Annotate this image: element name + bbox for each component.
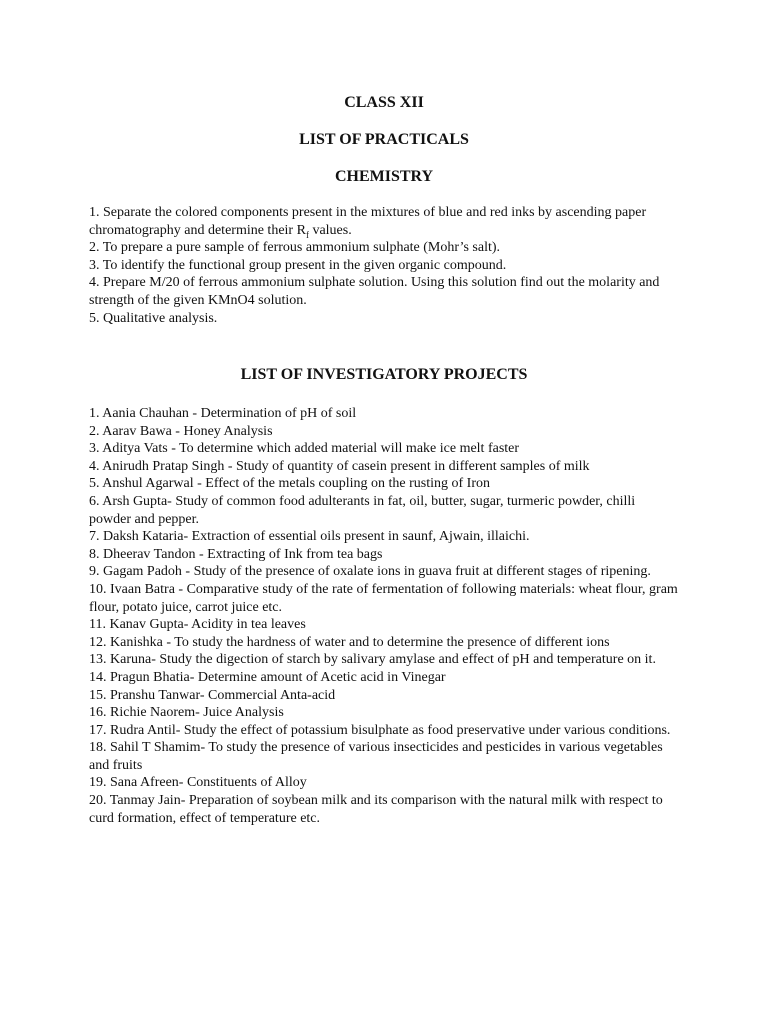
rf-subscript: f <box>305 229 309 240</box>
project-item: 6. Arsh Gupta- Study of common food adulterants in fat, oil, butter, sugar, turmeric powder, chilli powder and pepper. <box>89 493 636 527</box>
project-item: 8. Dheerav Tandon - Extracting of Ink from tea bags <box>89 546 383 562</box>
project-item: 1. Aania Chauhan - Determination of pH of soil <box>89 406 357 421</box>
project-item: 20. Tanmay Jain- Preparation of soybean milk and its comparison with the natural milk with respect to curd formation, effect of temperature etc. <box>89 793 663 826</box>
projects-list <box>89 405 679 827</box>
practical-item: 5. Qualitative analysis. <box>89 310 218 326</box>
project-item: 18. Sahil T Shamim- To study the presence of various insecticides and pesticides in various vegetables and fruits <box>89 740 663 773</box>
practical-item: 3. To identify the functional group present in the given organic compound. <box>89 257 507 273</box>
project-item: 19. Sana Afreen- Constituents of Alloy <box>89 775 307 791</box>
project-item: 15. Pranshu Tanwar- Commercial Anta-acid <box>89 687 336 703</box>
project-item: 5. Anshul Agarwal - Effect of the metals coupling on the rusting of Iron <box>89 476 490 492</box>
project-item: 17. Rudra Antil- Study the effect of potassium bisulphate as food preservative under various conditions. <box>89 722 671 738</box>
practicals-list <box>89 204 679 327</box>
class-heading: CLASS XII <box>344 94 424 111</box>
project-item: 14. Pragun Bhatia- Determine amount of Acetic acid in Vinegar <box>89 669 446 685</box>
project-item: 10. Ivaan Batra - Comparative study of the rate of fermentation of following materials: wheat flour, gram flour, potato juice, carrot juice etc. <box>89 581 678 615</box>
project-item: 11. Kanav Gupta- Acidity in tea leaves <box>89 617 306 633</box>
practical-item: 2. To prepare a pure sample of ferrous ammonium sulphate (Mohr’s salt). <box>89 240 501 256</box>
practicals-heading: LIST OF PRACTICALS <box>299 131 469 148</box>
project-item: 13. Karuna- Study the digection of starch by salivary amylase and effect of pH and temperature on it. <box>89 652 656 668</box>
project-item: 9. Gagam Padoh - Study of the presence of oxalate ions in guava fruit at different stages of ripening. <box>89 564 651 580</box>
practical-text-end: values. <box>308 222 352 238</box>
project-item: 16. Richie Naorem- Juice Analysis <box>89 705 284 721</box>
projects-heading: LIST OF INVESTIGATORY PROJECTS <box>240 366 528 383</box>
project-item: 2. Aarav Bawa - Honey Analysis <box>89 423 273 439</box>
project-item: 7. Daksh Kataria- Extraction of essential oils present in saunf, Ajwain, illaichi. <box>89 529 530 545</box>
practical-item: 4. Prepare M/20 of ferrous ammonium sulphate solution. Using this solution find out the molarity and strength of the given KMnO4 solution. <box>89 275 660 308</box>
project-item: 3. Aditya Vats - To determine which added material will make ice melt faster <box>89 441 520 457</box>
practical-item <box>89 204 679 239</box>
subject-heading: CHEMISTRY <box>334 168 434 185</box>
project-item: 4. Anirudh Pratap Singh - Study of quantity of casein present in different samples of milk <box>89 458 590 474</box>
project-item: 12. Kanishka - To study the hardness of water and to determine the presence of different ions <box>89 634 610 650</box>
practical-text: 1. Separate the colored components present in the mixtures of blue and red inks by ascending paper chromatography and determine their R <box>89 205 647 238</box>
